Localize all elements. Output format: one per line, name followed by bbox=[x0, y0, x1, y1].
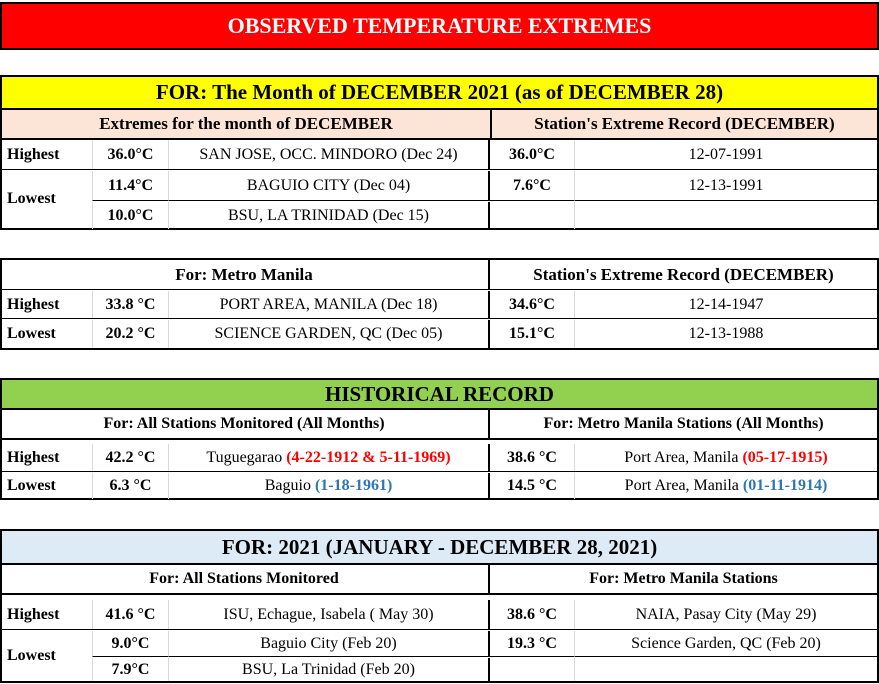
sec2-row0-station: PORT AREA, MANILA (Dec 18) bbox=[168, 291, 488, 318]
hist-row1-label: Lowest bbox=[7, 477, 56, 494]
hist-row1-mm-date: (01-11-1914) bbox=[742, 477, 828, 494]
table-row bbox=[0, 291, 879, 319]
hist-row0-station-cell bbox=[168, 444, 488, 471]
sec2-row1-station: SCIENCE GARDEN, QC (Dec 05) bbox=[168, 320, 488, 348]
hist-row0-temp: 42.2 °C bbox=[92, 444, 168, 471]
year-row0-temp: 41.6 °C bbox=[92, 600, 168, 629]
sec1-row1-rec-date: 12-13-1991 bbox=[574, 171, 877, 201]
year-row1-temp: 9.0°C bbox=[92, 631, 168, 657]
year-row2-station: BSU, La Trinidad (Feb 20) bbox=[168, 658, 488, 681]
sec1-row2-rec-date bbox=[574, 202, 877, 229]
sec1-row2-rec-temp bbox=[488, 202, 574, 229]
hist-row1-date: (1-18-1961) bbox=[314, 477, 393, 494]
table-row bbox=[0, 600, 879, 630]
historical-banner bbox=[0, 378, 879, 410]
year-lowest-label: Lowest bbox=[7, 647, 56, 664]
historical-right-header: For: Metro Manila Stations (All Months) bbox=[488, 410, 877, 438]
sec1-row1-temp: 11.4°C bbox=[92, 171, 168, 201]
sec1-row0-temp: 36.0°C bbox=[92, 140, 168, 169]
hist-row1-mm-station-cell bbox=[574, 473, 877, 499]
sec1-row1-station: BAGUIO CITY (Dec 04) bbox=[168, 171, 488, 201]
hist-row0-mm-date: (05-17-1915) bbox=[742, 448, 828, 466]
sec1-row2-station: BSU, LA TRINIDAD (Dec 15) bbox=[168, 202, 488, 229]
table-row bbox=[0, 473, 879, 499]
table-row bbox=[0, 202, 879, 229]
sec1-row1-rec-temp: 7.6°C bbox=[488, 171, 574, 201]
table-row bbox=[0, 171, 879, 201]
table-row bbox=[0, 140, 879, 170]
year-row0-mm-station: NAIA, Pasay City (May 29) bbox=[574, 600, 877, 629]
sec1-right-header: Station's Extreme Record (DECEMBER) bbox=[490, 110, 877, 138]
month-banner-text: FOR: The Month of DECEMBER 2021 (as of DECEMBER 28) bbox=[155, 80, 724, 104]
hist-row1-mm-station: Port Area, Manila bbox=[624, 477, 743, 494]
sec2-left-header: For: Metro Manila bbox=[175, 264, 313, 284]
page-title: OBSERVED TEMPERATURE EXTREMES bbox=[227, 13, 652, 38]
sec2-row0-rec-temp: 34.6°C bbox=[488, 291, 574, 318]
year-row1-station: Baguio City (Feb 20) bbox=[168, 631, 488, 657]
sec1-row0-rec-temp: 36.0°C bbox=[488, 140, 574, 169]
historical-left-header: For: All Stations Monitored (All Months) bbox=[103, 415, 385, 432]
year-row0-mm-temp: 38.6 °C bbox=[488, 600, 574, 629]
year-row1-mm-station: Science Garden, QC (Feb 20) bbox=[574, 631, 877, 657]
sec1-row0-station: SAN JOSE, OCC. MINDORO (Dec 24) bbox=[168, 140, 488, 169]
year-row2-mm-temp bbox=[488, 658, 574, 681]
year-row1-mm-temp: 19.3 °C bbox=[488, 631, 574, 657]
hist-row0-label: Highest bbox=[7, 448, 60, 466]
year-row2-mm-station bbox=[574, 658, 877, 681]
year-highest-label: Highest bbox=[7, 606, 60, 623]
sec1-row0-rec-date: 12-07-1991 bbox=[574, 140, 877, 169]
table-row bbox=[0, 631, 879, 657]
sec1-row2-temp: 10.0°C bbox=[92, 202, 168, 229]
hist-row1-temp: 6.3 °C bbox=[92, 473, 168, 499]
sec1-lowest-label: Lowest bbox=[7, 190, 56, 207]
sec2-row0-rec-date: 12-14-1947 bbox=[574, 291, 877, 318]
hist-row0-mm-station-cell bbox=[574, 444, 877, 471]
hist-row1-station-cell bbox=[168, 473, 488, 499]
historical-header-row bbox=[0, 410, 879, 440]
table-row bbox=[0, 320, 879, 348]
sec2-row1-rec-temp: 15.1°C bbox=[488, 320, 574, 348]
sec1-highest-label: Highest bbox=[7, 146, 60, 163]
year-left-header: For: All Stations Monitored bbox=[149, 570, 339, 587]
title-banner bbox=[0, 2, 879, 50]
sec2-row1-rec-date: 12-13-1988 bbox=[574, 320, 877, 348]
year-banner-text: FOR: 2021 (JANUARY - DECEMBER 28, 2021) bbox=[221, 534, 658, 559]
year-row2-temp: 7.9°C bbox=[92, 658, 168, 681]
hist-row0-mm-temp: 38.6 °C bbox=[488, 444, 574, 471]
sec1-header-row bbox=[0, 110, 879, 140]
month-banner bbox=[0, 75, 879, 110]
sec2-header-row bbox=[0, 260, 879, 290]
sec2-row1-label: Lowest bbox=[7, 325, 56, 342]
hist-row0-mm-station: Port Area, Manila bbox=[624, 448, 743, 466]
year-right-header: For: Metro Manila Stations bbox=[488, 565, 877, 593]
hist-row1-mm-temp: 14.5 °C bbox=[488, 473, 574, 499]
year-header-row bbox=[0, 565, 879, 595]
hist-row1-station: Baguio bbox=[264, 477, 315, 494]
sec2-row0-label: Highest bbox=[7, 295, 60, 313]
sec2-right-header: Station's Extreme Record (DECEMBER) bbox=[488, 260, 877, 289]
sec2-row0-temp: 33.8 °C bbox=[92, 291, 168, 318]
sec1-left-header: Extremes for the month of DECEMBER bbox=[99, 114, 393, 133]
year-row0-station: ISU, Echague, Isabela ( May 30) bbox=[168, 600, 488, 629]
table-row bbox=[0, 444, 879, 472]
table-row bbox=[0, 658, 879, 681]
hist-row0-station: Tuguegarao bbox=[206, 448, 287, 466]
historical-banner-text: HISTORICAL RECORD bbox=[325, 381, 554, 406]
year-banner bbox=[0, 529, 879, 565]
sec2-row1-temp: 20.2 °C bbox=[92, 320, 168, 348]
hist-row0-date: (4-22-1912 & 5-11-1969) bbox=[286, 448, 451, 466]
